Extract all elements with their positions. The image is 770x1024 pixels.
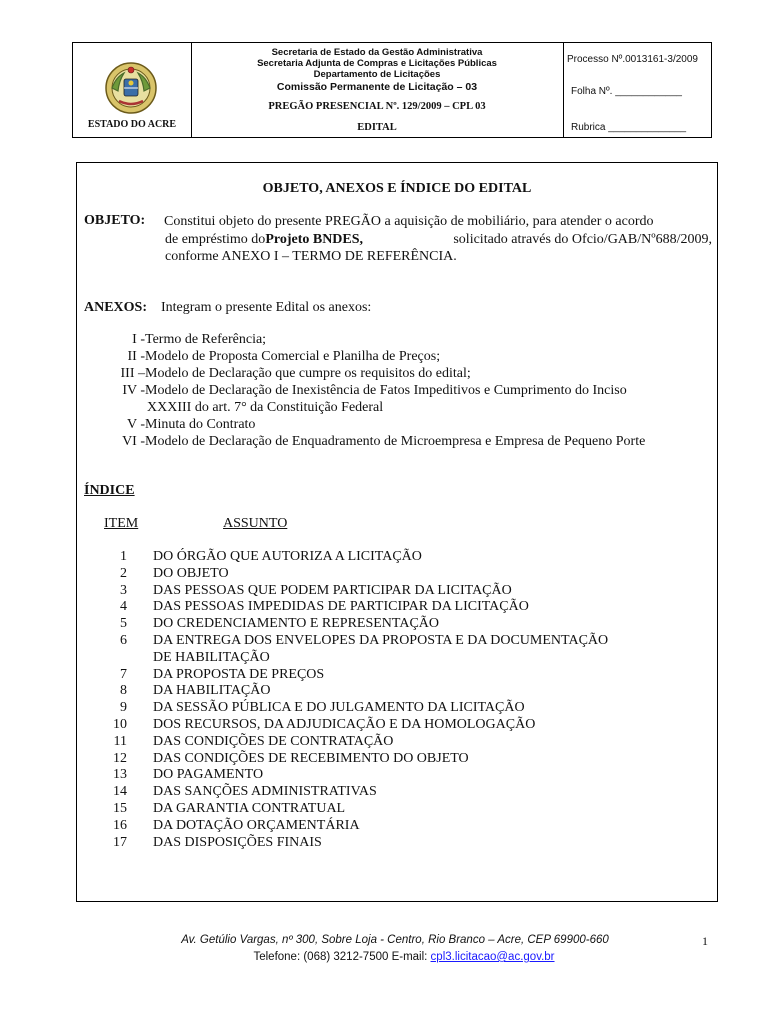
- indice-row: [87, 549, 707, 566]
- objeto-project-name: Projeto BNDES,: [265, 232, 364, 247]
- edital-label: EDITAL: [357, 122, 397, 133]
- indice-item-subject: DAS CONDIÇÕES DE CONTRATAÇÃO: [153, 733, 394, 749]
- footer-address: Av. Getúlio Vargas, nº 300, Sobre Loja - Centro, Rio Branco – Acre, CEP 69900-660: [181, 934, 609, 946]
- indice-item-number: 11: [113, 733, 127, 749]
- footer-contact: [0, 951, 770, 963]
- indice-item-subject: DE HABILITAÇÃO: [153, 649, 270, 665]
- indice-item-number: 12: [113, 750, 127, 766]
- indice-item-subject: DOS RECURSOS, DA ADJUDICAÇÃO E DA HOMOLOGAÇÃO: [153, 717, 536, 732]
- objeto-line-2-c: solicitado através do Ofcio/GAB/Nº688/2009,: [453, 232, 712, 247]
- folha-field: Folha Nº. ____________: [571, 86, 682, 97]
- indice-item-number: 8: [120, 683, 127, 699]
- objeto-line-2: [165, 232, 712, 248]
- comissao-label: Comissão Permanente de Licitação – 03: [276, 81, 478, 93]
- document-header: [72, 42, 712, 138]
- anexo-number: VI -: [122, 434, 145, 449]
- anexo-text: Modelo de Proposta Comercial e Planilha de Preços;: [145, 349, 441, 364]
- anexo-text: Modelo de Declaração de Inexistência de Fatos Impeditivos e Cumprimento do Inciso: [145, 383, 627, 398]
- indice-item-number: 15: [113, 801, 127, 816]
- indice-item-number: 16: [113, 817, 127, 833]
- anexo-item: [77, 349, 717, 366]
- indice-item-subject: DO ÓRGÃO QUE AUTORIZA A LICITAÇÃO: [153, 549, 422, 564]
- objeto-line-2-a: de empréstimo do: [165, 232, 266, 247]
- processo-number: Processo Nº.0013161-3/2009: [567, 54, 698, 65]
- indice-row: [87, 667, 707, 684]
- anexo-number: V -: [126, 417, 145, 432]
- objeto-line-3: conforme ANEXO I – TERMO DE REFERÊNCIA.: [165, 249, 457, 264]
- indice-row: [87, 700, 707, 717]
- indice-row: [87, 751, 707, 768]
- indice-row: [87, 650, 707, 667]
- indice-col-assunto: ASSUNTO: [223, 516, 288, 531]
- indice-item-subject: DA SESSÃO PÚBLICA E DO JULGAMENTO DA LICITAÇÃO: [153, 700, 525, 716]
- indice-item-subject: DA PROPOSTA DE PREÇOS: [153, 666, 325, 682]
- indice-item-subject: DO PAGAMENTO: [153, 767, 264, 783]
- indice-item-subject: DAS DISPOSIÇÕES FINAIS: [153, 834, 322, 850]
- indice-row: [87, 734, 707, 751]
- objeto-line-1: Constitui objeto do presente PREGÃO a aquisição de mobiliário, para atender o acordo: [164, 214, 654, 229]
- indice-item-number: 5: [120, 616, 127, 632]
- anexo-item: [77, 417, 717, 434]
- page-title: OBJETO, ANEXOS E ÍNDICE DO EDITAL: [262, 181, 532, 196]
- indice-item-subject: DA ENTREGA DOS ENVELOPES DA PROPOSTA E DA DOCUMENTAÇÃO: [153, 633, 609, 648]
- indice-row: [87, 717, 707, 734]
- state-label: ESTADO DO ACRE: [87, 119, 177, 130]
- footer-email-link[interactable]: cpl3.licitacao@ac.gov.br: [430, 951, 555, 963]
- departamento-label: Departamento de Licitações: [313, 69, 441, 80]
- anexo-text: XXXIII do art. 7° da Constituição Federal: [147, 400, 384, 415]
- anexo-text: Termo de Referência;: [145, 332, 267, 347]
- anexo-item: [77, 400, 717, 417]
- indice-col-item: ITEM: [104, 516, 139, 531]
- document-body: [76, 162, 718, 902]
- indice-row: [87, 616, 707, 633]
- state-coat-of-arms-icon: [104, 61, 158, 115]
- indice-item-subject: DAS PESSOAS QUE PODEM PARTICIPAR DA LICITAÇÃO: [153, 582, 512, 598]
- indice-row: [87, 835, 707, 852]
- objeto-label: OBJETO:: [84, 213, 146, 228]
- indice-item-number: 3: [120, 582, 127, 598]
- indice-row: [87, 599, 707, 616]
- anexo-number: IV -: [122, 383, 145, 398]
- indice-item-subject: DAS SANÇÕES ADMINISTRATIVAS: [153, 784, 377, 800]
- anexo-number: I -: [132, 332, 145, 347]
- anexo-item: [77, 434, 717, 451]
- indice-item-number: 9: [120, 700, 127, 716]
- indice-item-subject: DA HABILITAÇÃO: [153, 683, 271, 699]
- indice-item-number: 13: [113, 767, 127, 783]
- pregao-label: PREGÃO PRESENCIAL Nº. 129/2009 – CPL 03: [268, 101, 486, 112]
- indice-item-number: 2: [120, 565, 127, 581]
- header-process-cell: [563, 43, 711, 137]
- indice-item-number: 14: [113, 784, 127, 800]
- indice-heading: ÍNDICE: [84, 483, 135, 498]
- secretaria-adjunta-label: Secretaria Adjunta de Compras e Licitações Públicas: [257, 58, 497, 69]
- footer-phone: Telefone: (068) 3212-7500 E-mail:: [253, 951, 431, 963]
- header-logo-cell: [73, 43, 192, 137]
- indice-item-number: 17: [113, 834, 127, 850]
- indice-item-subject: DA DOTAÇÃO ORÇAMENTÁRIA: [153, 817, 360, 833]
- anexo-text: Modelo de Declaração que cumpre os requisitos do edital;: [145, 366, 471, 381]
- page-number: 1: [702, 934, 708, 948]
- indice-item-number: 10: [113, 717, 127, 732]
- indice-row: [87, 767, 707, 784]
- indice-item-subject: DO CREDENCIAMENTO E REPRESENTAÇÃO: [153, 616, 440, 632]
- rubrica-field: Rubrica ______________: [571, 122, 687, 133]
- indice-item-number: 7: [120, 666, 127, 682]
- indice-item-subject: DO OBJETO: [153, 565, 229, 581]
- header-title-cell: [191, 43, 564, 137]
- indice-item-number: 6: [120, 633, 127, 648]
- indice-item-subject: DAS CONDIÇÕES DE RECEBIMENTO DO OBJETO: [153, 750, 469, 766]
- secretaria-label: Secretaria de Estado da Gestão Administrativa: [271, 47, 483, 58]
- indice-item-number: 4: [120, 599, 127, 615]
- anexo-item: [77, 383, 717, 400]
- indice-item-number: 1: [120, 549, 127, 564]
- anexo-item: [77, 332, 717, 349]
- anexos-intro: Integram o presente Edital os anexos:: [161, 300, 372, 315]
- indice-item-subject: DA GARANTIA CONTRATUAL: [153, 801, 346, 816]
- indice-row: [87, 683, 707, 700]
- anexo-number: III –: [120, 366, 145, 381]
- indice-row: [87, 784, 707, 801]
- indice-row: [87, 583, 707, 600]
- indice-row: [87, 818, 707, 835]
- anexo-text: Minuta do Contrato: [145, 417, 256, 432]
- indice-row: [87, 633, 707, 650]
- indice-row: [87, 566, 707, 583]
- indice-item-subject: DAS PESSOAS IMPEDIDAS DE PARTICIPAR DA LICITAÇÃO: [153, 599, 529, 615]
- anexo-number: II -: [127, 349, 145, 364]
- anexos-label: ANEXOS:: [84, 300, 148, 315]
- anexo-item: [77, 366, 717, 383]
- indice-row: [87, 801, 707, 818]
- anexo-text: Modelo de Declaração de Enquadramento de Microempresa e Empresa de Pequeno Porte: [145, 434, 646, 449]
